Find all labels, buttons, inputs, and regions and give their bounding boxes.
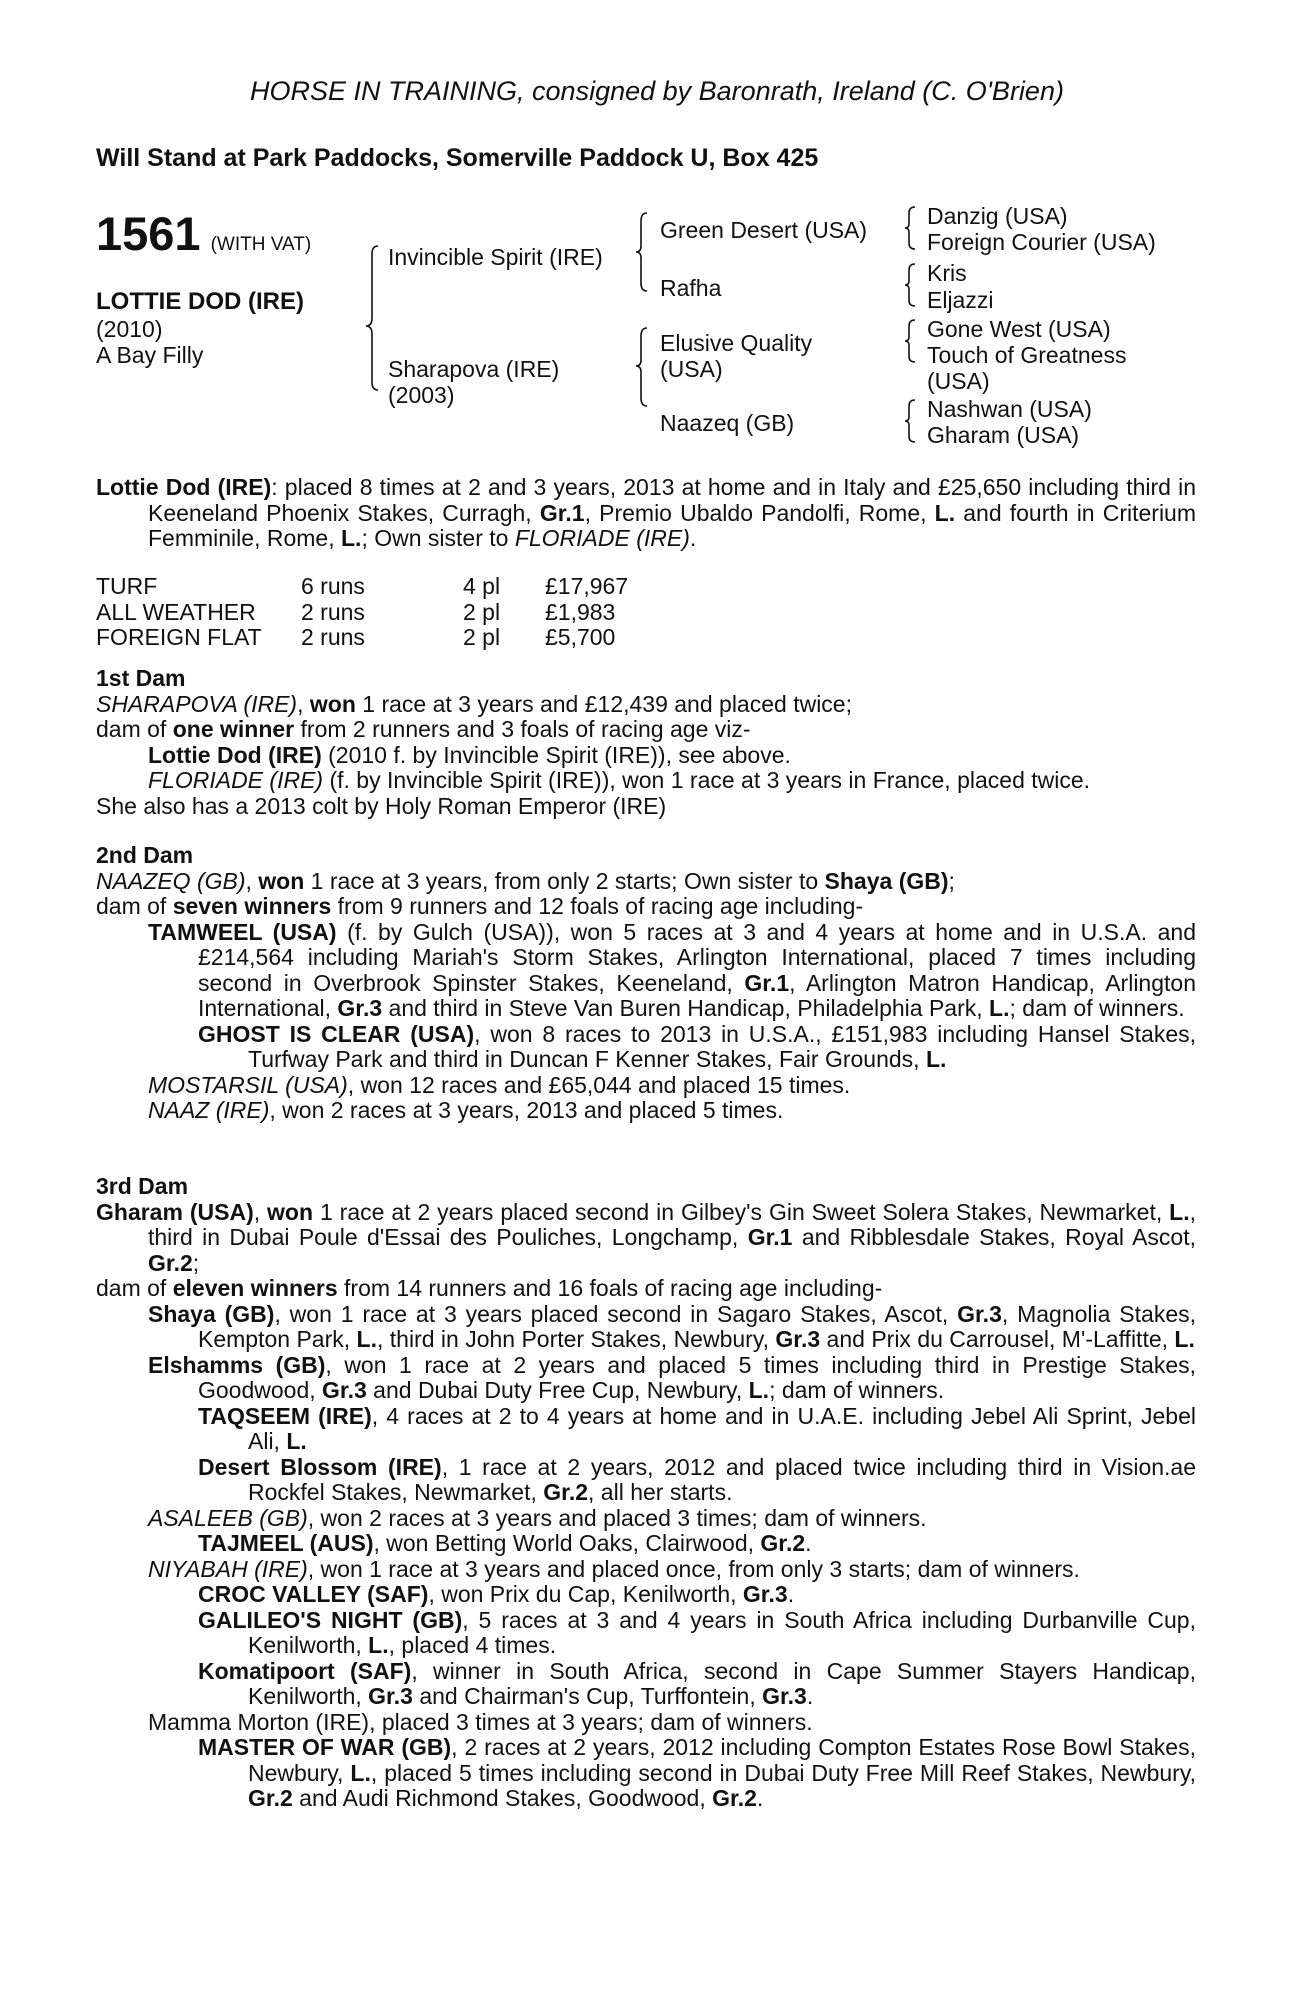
section-heading: 1st Dam: [96, 665, 186, 691]
section-heading: 3rd Dam: [96, 1173, 189, 1199]
record-runs: 2 runs: [301, 624, 365, 650]
record-row: [96, 574, 628, 600]
summary-text: ; Own sister to: [361, 525, 515, 551]
sister-name: FLORIADE (IRE): [514, 525, 690, 551]
summary-horse-name: Lottie Dod (IRE): [96, 474, 272, 500]
text: Gr.3: [322, 1377, 367, 1403]
text: , third in John Porter Stakes, Newbury,: [376, 1326, 776, 1352]
sire-sire-sire: Danzig (USA): [927, 203, 1068, 229]
record-type: ALL WEATHER: [96, 598, 256, 625]
text: eleven winners: [172, 1275, 338, 1301]
text: L.: [356, 1326, 377, 1352]
text: dam of: [96, 716, 173, 742]
text: from 9 runners and 12 foals of racing age including-: [331, 893, 864, 919]
text: (2010 f. by Invincible Spirit (IRE)), see above.: [321, 741, 791, 768]
progeny-name: Mamma Morton (IRE), placed 3 times at 3 years; dam of winners.: [148, 1708, 813, 1735]
text: and Chairman's Cup, Turffontein,: [412, 1683, 763, 1709]
text: .: [787, 1581, 795, 1607]
record-runs: 2 runs: [301, 598, 365, 625]
text: ;: [192, 1249, 200, 1276]
text: L.: [286, 1428, 307, 1454]
text: She also has a 2013 colt by Holy Roman Emperor (IRE): [96, 792, 667, 819]
summary-text: , Premio Ubaldo Pandolfi, Rome,: [584, 499, 927, 526]
listed-label: L.: [934, 499, 956, 526]
text: , won 2 races at 3 years and placed 3 times; dam of winners.: [307, 1504, 927, 1531]
text: L.: [368, 1632, 389, 1658]
record-placed: 2 pl: [463, 624, 501, 650]
consignor-header: HORSE IN TRAINING, consigned by Baronrath, Ireland (C. O'Brien): [250, 76, 1064, 106]
horse-description: A Bay Filly: [96, 342, 204, 368]
text: L.: [1169, 1198, 1190, 1225]
progeny-name: MOSTARSIL (USA): [148, 1071, 348, 1098]
race-summary: [96, 475, 1196, 552]
text: and Audi Richmond Stakes, Goodwood,: [292, 1785, 713, 1811]
progeny-name: Lottie Dod (IRE): [148, 741, 322, 768]
vat-note: (WITH VAT): [210, 234, 312, 255]
text: , won 1 race at 3 years placed second in Sagaro Stakes, Ascot,: [274, 1300, 958, 1327]
text: Gr.3: [337, 995, 383, 1021]
text: ; dam of winners.: [1009, 995, 1185, 1021]
progeny-name: NAAZ (IRE): [148, 1097, 270, 1123]
text: one winner: [172, 716, 295, 742]
sire-dam-sire: Kris: [927, 260, 967, 286]
listed-label: L.: [340, 525, 362, 551]
record-runs: 6 runs: [301, 573, 365, 599]
progeny-name: Komatipoort (SAF): [198, 1657, 412, 1684]
dam-sire-dam: Touch of Greatness: [927, 342, 1127, 368]
sire-dam: Rafha: [660, 275, 722, 301]
progeny-name: MASTER OF WAR (GB): [198, 1734, 452, 1760]
record-money: £5,700: [545, 624, 616, 650]
record-type: FOREIGN FLAT: [96, 624, 262, 650]
text: Gr.3: [742, 1581, 788, 1607]
second-dam-section: [96, 843, 1196, 1124]
text: 1 race at 3 years and £12,439 and placed twice;: [355, 690, 852, 717]
dam-dam-dam: Gharam (USA): [927, 422, 1080, 448]
text: Gr.1: [747, 1224, 793, 1250]
record-row: [96, 625, 628, 651]
progeny-name: CROC VALLEY (SAF): [198, 1581, 429, 1607]
text: ,: [253, 1198, 268, 1225]
lot-number-value: 1561: [96, 207, 201, 260]
text: ; dam of winners.: [769, 1377, 945, 1403]
dam-name: SHARAPOVA (IRE): [96, 690, 298, 717]
dam-name: NAAZEQ (GB): [96, 867, 246, 894]
text: and Dubai Duty Free Cup, Newbury,: [366, 1377, 749, 1403]
text: 1 race at 3 years, from only 2 starts; Own sister to: [304, 867, 825, 894]
sire: Invincible Spirit (IRE): [388, 244, 603, 270]
text: L.: [925, 1046, 947, 1072]
text: L.: [748, 1377, 770, 1403]
first-dam-section: [96, 666, 1196, 819]
text: dam of: [96, 893, 173, 919]
summary-text: including third in Keeneland Phoenix Stakes, Curragh,: [148, 474, 1197, 526]
text: Gr.2: [248, 1785, 293, 1811]
text: won: [258, 867, 305, 894]
dam-dam-sire: Nashwan (USA): [927, 396, 1092, 422]
stand-location: Will Stand at Park Paddocks, Somerville Paddock U, Box 425: [96, 144, 819, 172]
text: , 2 races at 2 years, 2012 including Compton Estates Rose Bowl Stakes, Newbury,: [248, 1734, 1196, 1786]
text: Gr.2: [543, 1479, 589, 1505]
dam-sire-sire: Gone West (USA): [927, 316, 1111, 342]
text: and Prix du Carrousel, M'-Laffitte,: [820, 1326, 1175, 1352]
text: , winner in South Africa, second in Cape Summer Stayers Handicap, Kenilworth,: [248, 1657, 1196, 1709]
text: ;: [948, 867, 955, 894]
text: , Arlington Matron Handicap, Arlington International,: [198, 969, 1196, 1021]
dam-sire-country: (USA): [660, 356, 723, 382]
text: (f. by Gulch (USA)), won 5 races at 3 and 4 years at home and in U.S.A. and £214,564 including Mariah's Storm Stakes, Arlington International, placed 7 times including second in Overbrook Spinster Stakes, Keeneland,: [198, 918, 1196, 996]
text: Gr.2: [760, 1530, 806, 1556]
record-money: £1,983: [545, 598, 616, 625]
record-row: [96, 600, 628, 626]
dam-name: Gharam (USA): [96, 1198, 254, 1225]
text: L.: [989, 995, 1010, 1021]
text: , placed 5 times including second in Dubai Duty Free Mill Reef Stakes, Newbury,: [370, 1759, 1196, 1786]
dam: Sharapova (IRE): [388, 356, 560, 382]
text: , 1 race at 2 years, 2012 and placed twice including third in Vision.ae Rockfel Stakes, Newmarket,: [248, 1453, 1196, 1505]
progeny-name: TAJMEEL (AUS): [198, 1530, 374, 1556]
text: 1 race at 2 years placed second in Gilbey's Gin Sweet Solera Stakes, Newmarket,: [313, 1198, 1170, 1225]
text: Gr.3: [762, 1683, 807, 1709]
record-placed: 2 pl: [463, 598, 501, 625]
record-money: £17,967: [545, 573, 629, 599]
text: .: [805, 1530, 812, 1556]
third-dam-section: [96, 1174, 1196, 1812]
sire-sire-dam: Foreign Courier (USA): [927, 229, 1156, 255]
progeny-name: FLORIADE (IRE): [148, 767, 324, 793]
text: , 5 races at 3 and 4 years in South Africa including Durbanville Cup, Kenilworth,: [248, 1606, 1196, 1658]
text: ,: [245, 867, 259, 894]
text: L.: [1174, 1326, 1195, 1352]
progeny-name: Elshamms (GB): [148, 1351, 326, 1378]
dam-sire-dam-country: (USA): [927, 368, 990, 394]
record-type: TURF: [96, 573, 158, 599]
text: from 14 runners and 16 foals of racing age including-: [337, 1275, 883, 1301]
dam-sire: Elusive Quality: [660, 330, 813, 356]
text: , placed 4 times.: [388, 1632, 557, 1658]
text: , won 12 races and £65,044 and placed 15 times.: [347, 1071, 851, 1098]
text: , won Betting World Oaks, Clairwood,: [373, 1530, 761, 1556]
summary-text: .: [689, 525, 697, 551]
text: , Magnolia Stakes, Kempton Park,: [198, 1300, 1196, 1352]
text: from 2 runners and 3 foals of racing age viz-: [294, 716, 751, 742]
text: , won 1 race at 2 years and placed 5 times including third in Prestige Stakes, Goodwood,: [198, 1351, 1196, 1403]
text: and Ribblesdale Stakes, Royal Ascot,: [792, 1224, 1196, 1250]
progeny-name: NIYABAH (IRE): [148, 1555, 308, 1582]
text: .: [806, 1683, 814, 1709]
text: .: [756, 1785, 764, 1811]
text: Gr.3: [957, 1300, 1002, 1327]
text: , won 1 race at 3 years and placed once, from only 3 starts; dam of winners.: [307, 1555, 1080, 1582]
race-record-table: [96, 574, 628, 651]
progeny-name: TAQSEEM (IRE): [198, 1402, 372, 1429]
text: won: [267, 1198, 314, 1225]
horse-year: (2010): [96, 316, 163, 342]
progeny-name: GALILEO'S NIGHT (GB): [198, 1606, 463, 1633]
text: Gr.1: [744, 969, 790, 996]
text: ,: [297, 690, 310, 717]
progeny-name: ASALEEB (GB): [148, 1504, 308, 1531]
text: Gr.3: [368, 1683, 413, 1709]
text: , won 8 races to 2013 in U.S.A., £151,983 including Hansel Stakes, Turfway Park and third in Duncan F Kenner Stakes, Fair Grounds,: [248, 1020, 1196, 1072]
summary-text: : placed 8 times at 2 and 3 years, 2013 at home and in Italy and £25,650: [271, 474, 1022, 500]
horse-name: LOTTIE DOD (IRE): [96, 288, 304, 315]
text: , third in Dubai Poule d'Essai des Pouliches, Longchamp,: [148, 1198, 1196, 1250]
grade-label: Gr.1: [539, 499, 585, 526]
text: , all her starts.: [588, 1479, 733, 1505]
sire-sire: Green Desert (USA): [660, 217, 868, 243]
progeny-name: Shaya (GB): [148, 1300, 275, 1327]
summary-text: and fourth in Criterium Femminile, Rome,: [148, 499, 1197, 551]
text: , 4 races at 2 to 4 years at home and in U.A.E. including Jebel Ali Sprint, Jebel Ali,: [248, 1402, 1196, 1454]
text: Shaya (GB): [824, 867, 949, 894]
text: seven winners: [172, 893, 332, 919]
dam-dam: Naazeq (GB): [660, 410, 795, 436]
dam-year: (2003): [388, 382, 455, 408]
text: , won 2 races at 3 years, 2013 and placed 5 times.: [269, 1097, 784, 1123]
text: (f. by Invincible Spirit (IRE)), won 1 race at 3 years in France, placed twice.: [323, 767, 1091, 793]
progeny-name: Desert Blossom (IRE): [198, 1453, 442, 1480]
text: won: [309, 690, 356, 717]
text: L.: [350, 1759, 371, 1786]
text: dam of: [96, 1275, 173, 1301]
progeny-name: GHOST IS CLEAR (USA): [198, 1020, 475, 1047]
text: , won Prix du Cap, Kenilworth,: [428, 1581, 743, 1607]
text: Gr.2: [148, 1249, 193, 1276]
progeny-name: TAMWEEL (USA): [148, 918, 337, 945]
text: Gr.2: [712, 1785, 757, 1811]
sire-dam-dam: Eljazzi: [927, 287, 994, 313]
text: Gr.3: [775, 1326, 821, 1352]
section-heading: 2nd Dam: [96, 842, 194, 868]
text: and third in Steve Van Buren Handicap, Philadelphia Park,: [382, 995, 990, 1021]
record-placed: 4 pl: [463, 573, 501, 599]
